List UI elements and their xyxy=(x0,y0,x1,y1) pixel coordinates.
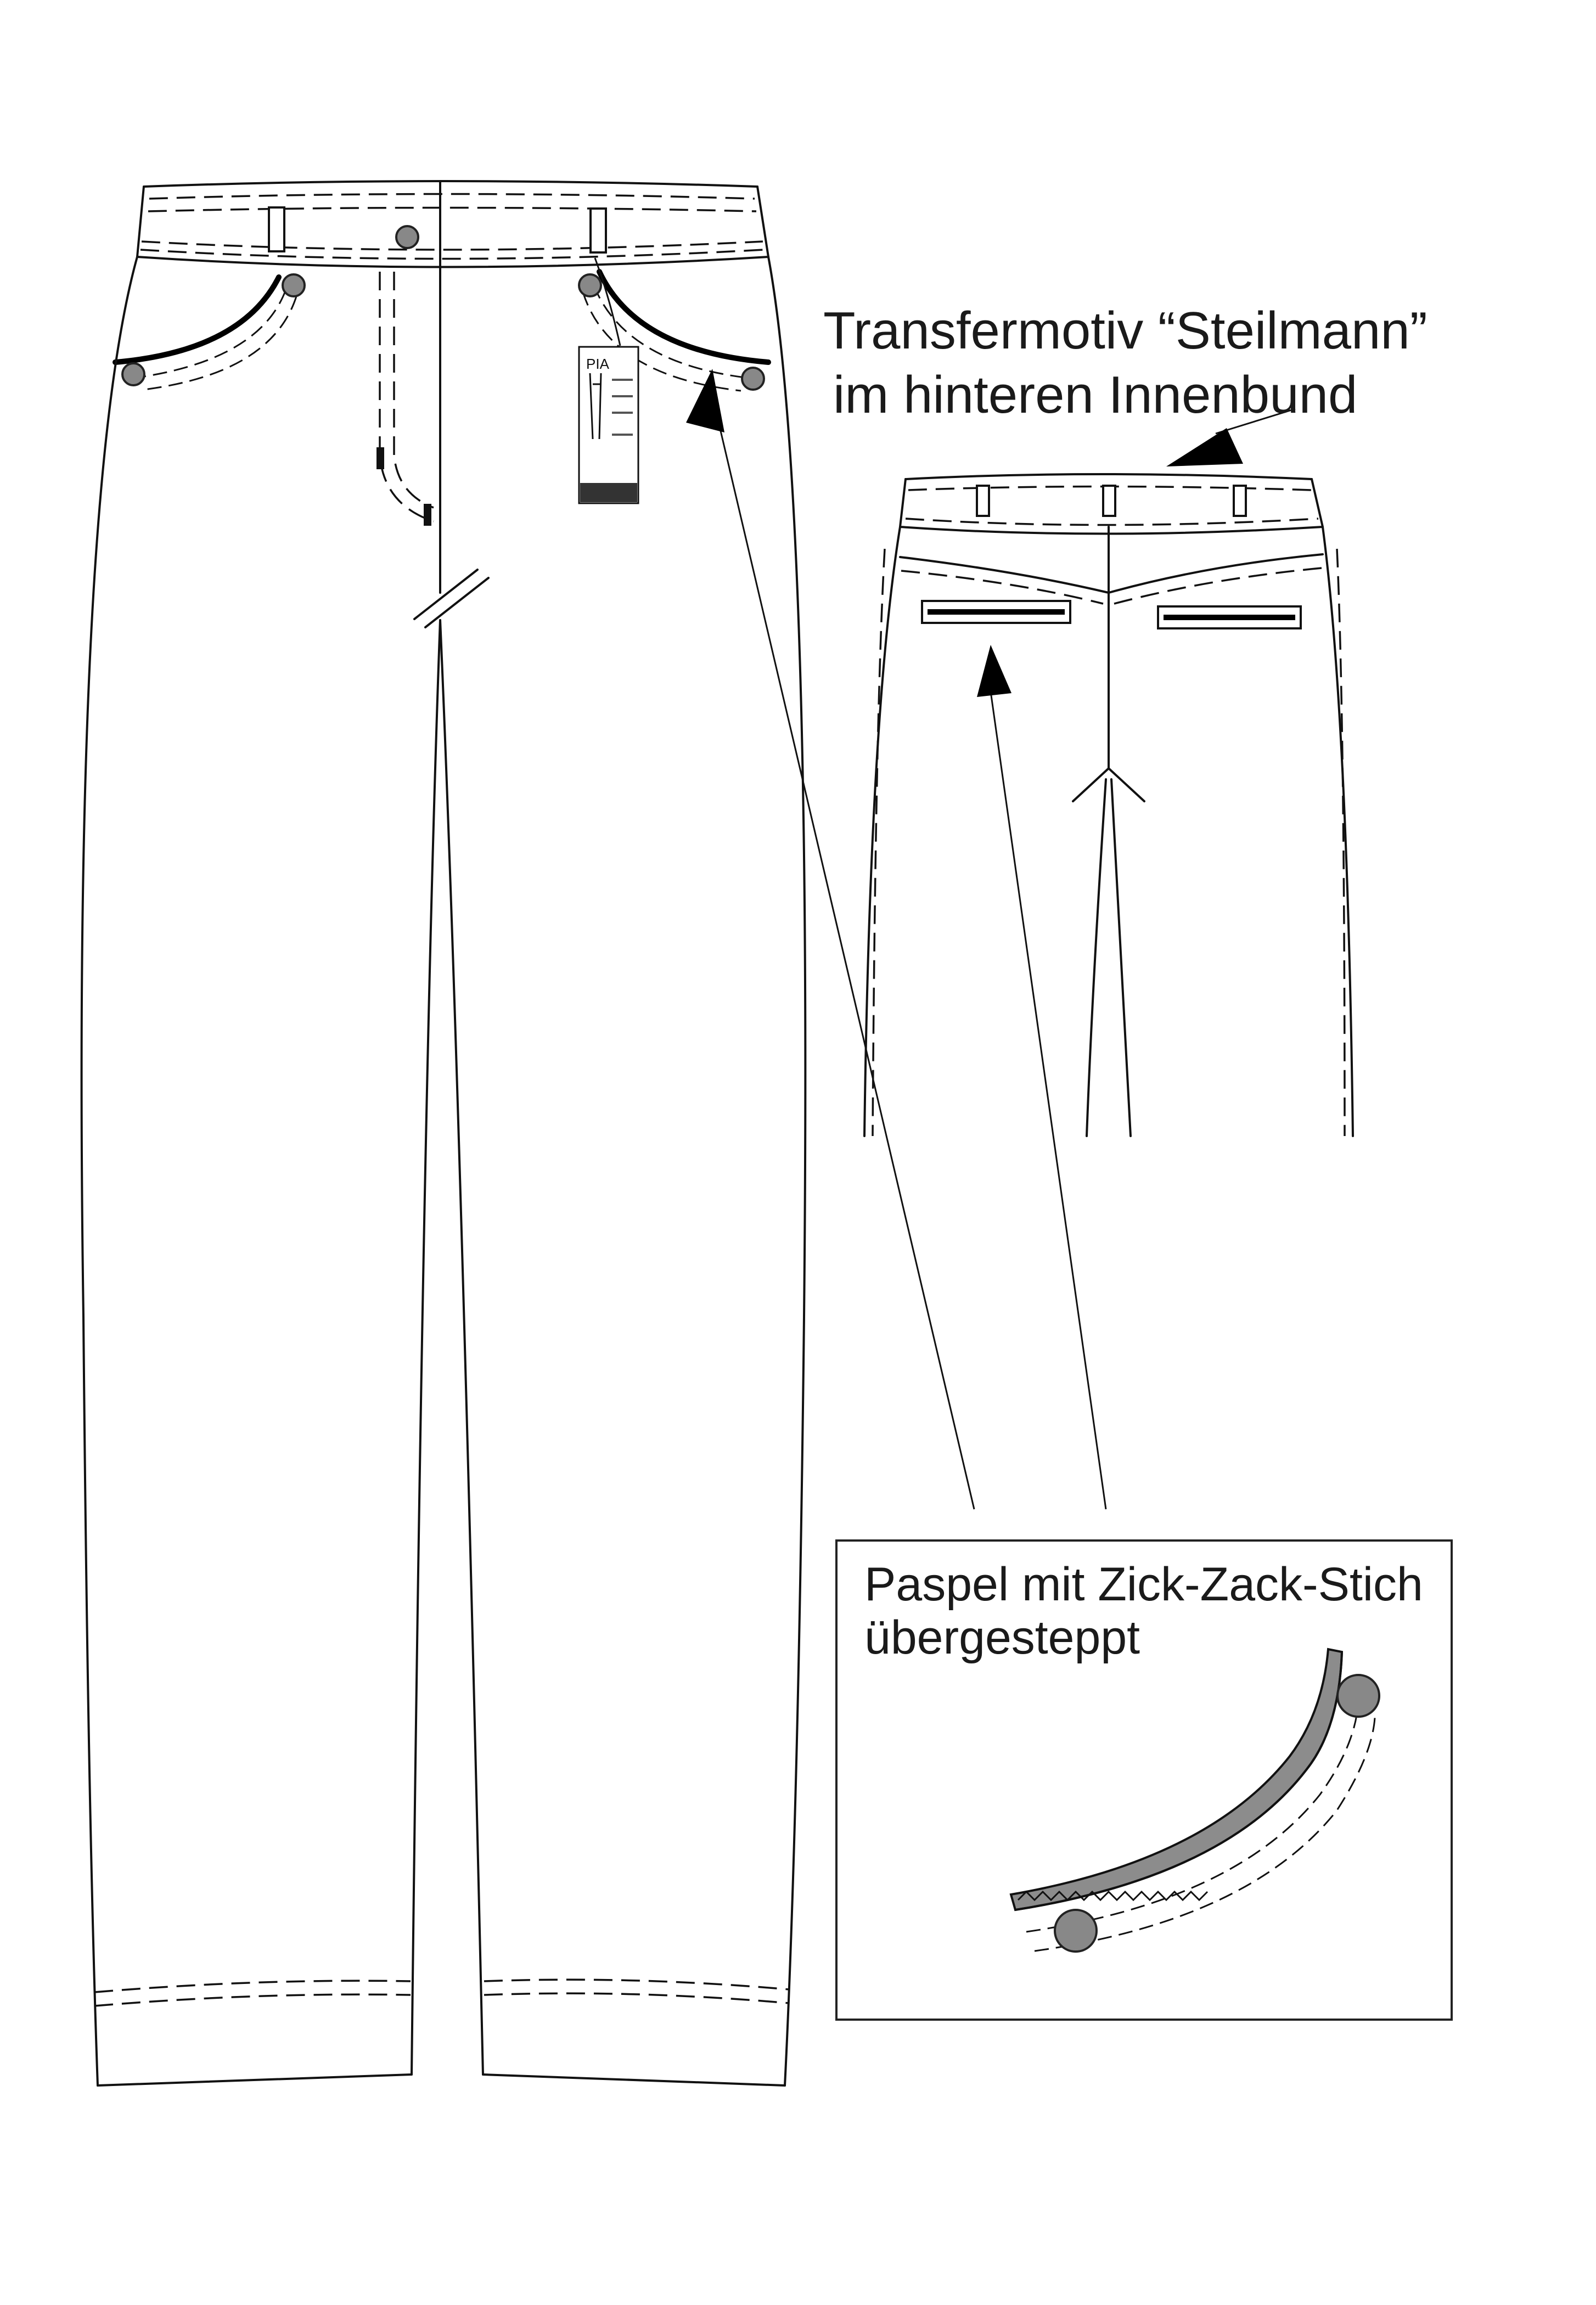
front-left-hem xyxy=(98,2074,412,2085)
front-left-rivet-side xyxy=(122,363,144,385)
hang-tag-brand-bar xyxy=(580,483,637,502)
back-yoke-left xyxy=(900,557,1109,593)
back-pocket-arrowhead xyxy=(977,645,1011,697)
back-left-inseam xyxy=(1087,779,1106,1136)
back-belt-loop-left xyxy=(977,486,989,516)
front-left-rivet-top xyxy=(283,274,305,296)
front-right-outseam xyxy=(768,257,805,2085)
hang-tag-text-line xyxy=(612,412,633,414)
back-right-inseam xyxy=(1111,779,1131,1136)
front-right-rivet-side xyxy=(742,368,764,390)
back-crotch-split xyxy=(1073,768,1144,801)
back-belt-loop-center xyxy=(1103,486,1115,516)
transfer-motif-label: Transfermotiv “Steilmann” xyxy=(823,301,1428,360)
front-left-outseam xyxy=(82,257,137,2085)
back-yoke-stitching-left xyxy=(901,571,1103,604)
hang-tag-text-line xyxy=(612,379,633,381)
piping-label-continued: übergesteppt xyxy=(864,1611,1140,1664)
front-waistband-top-edge xyxy=(144,181,757,187)
front-right-hem-stitching-2 xyxy=(484,1993,789,2003)
front-left-hem-stitching xyxy=(94,1981,411,1992)
front-left-hem-stitching-2 xyxy=(94,1994,411,2006)
back-yoke-stitching-right xyxy=(1114,568,1322,604)
back-waistband-stitching-2 xyxy=(906,519,1318,525)
front-left-pocket-stitching-2 xyxy=(144,296,296,390)
fly-stitching-outer xyxy=(380,272,434,521)
front-waistband-right-edge xyxy=(757,187,768,257)
back-belt-loop-right xyxy=(1234,486,1246,516)
front-right-rivet-top xyxy=(579,274,601,296)
hang-tag-title: PIA xyxy=(586,356,609,372)
back-view xyxy=(864,409,1353,1509)
hang-tag-text-line xyxy=(612,395,633,397)
back-right-welt-piping xyxy=(1164,615,1295,620)
back-yoke-right xyxy=(1109,554,1323,593)
back-waistband-top xyxy=(906,474,1312,479)
back-left-welt-piping xyxy=(928,609,1065,615)
front-waistband-stitching-3 xyxy=(142,241,763,250)
back-left-outseam-stitching xyxy=(873,549,885,1136)
front-pocket-callout-line xyxy=(713,401,974,1509)
front-right-hem xyxy=(483,2074,785,2085)
piping-label: Paspel mit Zick-Zack-Stich xyxy=(864,1558,1423,1611)
front-pocket-arrowhead xyxy=(686,369,724,432)
waistband-arrowhead xyxy=(1166,428,1243,466)
front-left-pocket-piping xyxy=(115,277,279,362)
front-belt-loop-right xyxy=(591,209,606,252)
front-right-inseam xyxy=(440,620,483,2074)
front-waistband-stitching-2 xyxy=(148,208,756,212)
front-waistband-stitching-4 xyxy=(141,250,764,259)
transfer-motif-location-label: im hinteren Innenbund xyxy=(833,366,1358,424)
back-right-outseam-stitching xyxy=(1337,549,1345,1136)
fly-bartack-top xyxy=(376,447,384,469)
back-right-outseam xyxy=(1323,527,1353,1136)
fly-bartack-bottom xyxy=(424,504,431,526)
hang-tag-text-line xyxy=(612,434,633,436)
front-right-hem-stitching xyxy=(484,1980,789,1989)
front-waistband-left-edge xyxy=(137,187,144,257)
front-waist-button xyxy=(396,226,418,248)
front-belt-loop-left xyxy=(269,207,284,251)
front-left-inseam xyxy=(412,620,440,2074)
fly-stitching-inner xyxy=(394,272,434,508)
front-waistband-stitching-1 xyxy=(149,194,755,199)
